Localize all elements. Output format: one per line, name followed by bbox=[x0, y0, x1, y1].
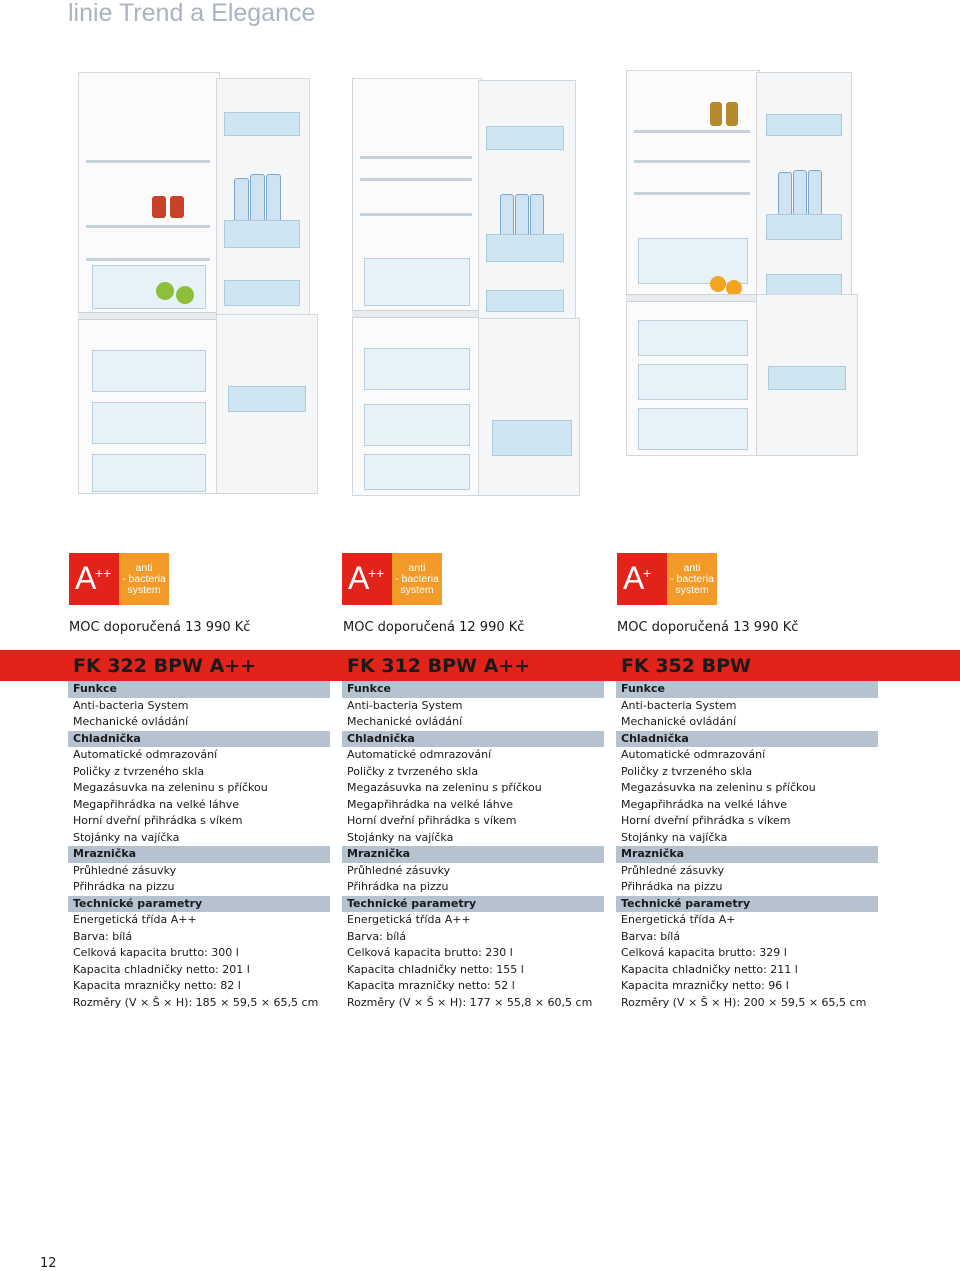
spec-item: Anti-bacteria System bbox=[347, 698, 463, 712]
price-1: MOC doporučená 13 990 Kč bbox=[69, 620, 251, 635]
spec-item: Barva: bílá bbox=[347, 929, 407, 943]
fridge-image-1 bbox=[78, 60, 318, 500]
spec-list bbox=[342, 681, 604, 1011]
spec-item: Megazásuvka na zeleninu s příčkou bbox=[621, 781, 816, 794]
spec-item: Poličky z tvrzeného skla bbox=[347, 764, 479, 778]
spec-item: Kapacita mrazničky netto: 52 l bbox=[347, 979, 515, 992]
spec-item: Anti-bacteria System bbox=[621, 698, 737, 712]
fridge-image-2 bbox=[352, 68, 584, 500]
spec-section-heading: Funkce bbox=[342, 681, 604, 698]
spec-item: Barva: bílá bbox=[73, 929, 133, 943]
anti-bacteria-label: anti - bacteria system bbox=[667, 553, 717, 605]
spec-item: Kapacita chladničky netto: 201 l bbox=[73, 962, 250, 976]
spec-item: Barva: bílá bbox=[621, 929, 681, 943]
spec-section-heading: Technické parametry bbox=[342, 896, 604, 913]
spec-item: Horní dveřní přihrádka s víkem bbox=[621, 814, 791, 827]
anti-bacteria-label: anti - bacteria system bbox=[392, 553, 442, 605]
spec-item: Automatické odmrazování bbox=[621, 748, 766, 761]
spec-item: Horní dveřní přihrádka s víkem bbox=[73, 814, 243, 827]
spec-item: Průhledné zásuvky bbox=[621, 863, 725, 877]
spec-item: Poličky z tvrzeného skla bbox=[621, 764, 753, 778]
page-header: linie Trend a Elegance bbox=[68, 0, 316, 27]
spec-item: Stojánky na vajíčka bbox=[73, 830, 180, 844]
spec-section-heading: Funkce bbox=[616, 681, 878, 698]
spec-section-heading: Chladnička bbox=[342, 731, 604, 748]
spec-section-heading: Mraznička bbox=[342, 846, 604, 863]
spec-item: Energetická třída A+ bbox=[621, 913, 736, 926]
spec-column-3 bbox=[616, 650, 878, 1011]
spec-item: Anti-bacteria System bbox=[73, 698, 189, 712]
energy-class-label: A ++ bbox=[342, 553, 392, 605]
product-title: FK 312 BPW A++ bbox=[347, 655, 531, 677]
fridge-image-3 bbox=[626, 58, 858, 458]
energy-class-label: A + bbox=[617, 553, 667, 605]
spec-item: Megapřihrádka na velké láhve bbox=[73, 797, 240, 811]
spec-section-heading: Funkce bbox=[68, 681, 330, 698]
spec-section-heading: Chladnička bbox=[616, 731, 878, 748]
anti-bacteria-label: anti - bacteria system bbox=[119, 553, 169, 605]
spec-item: Megapřihrádka na velké láhve bbox=[347, 797, 514, 811]
spec-item: Kapacita chladničky netto: 211 l bbox=[621, 962, 798, 976]
spec-list bbox=[616, 681, 878, 1011]
spec-item: Horní dveřní přihrádka s víkem bbox=[347, 814, 517, 827]
energy-badge-1 bbox=[69, 553, 169, 605]
energy-badge-3 bbox=[617, 553, 717, 605]
spec-column-1 bbox=[68, 650, 330, 1011]
energy-class-label: A ++ bbox=[69, 553, 119, 605]
product-title: FK 322 BPW A++ bbox=[73, 655, 257, 677]
spec-item: Rozměry (V × Š × H): 185 × 59,5 × 65,5 cm bbox=[73, 995, 319, 1009]
energy-badge-2 bbox=[342, 553, 442, 605]
spec-section-heading: Chladnička bbox=[68, 731, 330, 748]
spec-item: Kapacita mrazničky netto: 96 l bbox=[621, 979, 789, 992]
spec-item: Rozměry (V × Š × H): 177 × 55,8 × 60,5 cm bbox=[347, 995, 593, 1009]
spec-item: Celková kapacita brutto: 300 l bbox=[73, 946, 239, 959]
spec-item: Automatické odmrazování bbox=[73, 748, 218, 761]
spec-item: Celková kapacita brutto: 329 l bbox=[621, 946, 787, 959]
spec-section-heading: Technické parametry bbox=[68, 896, 330, 913]
spec-item: Automatické odmrazování bbox=[347, 748, 492, 761]
spec-item: Energetická třída A++ bbox=[347, 913, 471, 926]
spec-item: Kapacita chladničky netto: 155 l bbox=[347, 962, 524, 976]
spec-item: Poličky z tvrzeného skla bbox=[73, 764, 205, 778]
spec-column-2 bbox=[342, 650, 604, 1011]
spec-section-heading: Technické parametry bbox=[616, 896, 878, 913]
spec-section-heading: Mraznička bbox=[68, 846, 330, 863]
spec-item: Megazásuvka na zeleninu s příčkou bbox=[347, 781, 542, 794]
spec-item: Megazásuvka na zeleninu s příčkou bbox=[73, 781, 268, 794]
page-number: 12 bbox=[40, 1256, 57, 1271]
spec-item: Průhledné zásuvky bbox=[347, 863, 451, 877]
spec-item: Mechanické ovládání bbox=[73, 715, 189, 728]
spec-list bbox=[68, 681, 330, 1011]
spec-item: Přihrádka na pizzu bbox=[347, 880, 449, 893]
spec-item: Přihrádka na pizzu bbox=[73, 880, 175, 893]
spec-item: Mechanické ovládání bbox=[347, 715, 463, 728]
product-title: FK 352 BPW bbox=[621, 655, 751, 677]
spec-item: Celková kapacita brutto: 230 l bbox=[347, 946, 513, 959]
spec-item: Megapřihrádka na velké láhve bbox=[621, 797, 788, 811]
spec-item: Stojánky na vajíčka bbox=[347, 830, 454, 844]
spec-item: Stojánky na vajíčka bbox=[621, 830, 728, 844]
spec-section-heading: Mraznička bbox=[616, 846, 878, 863]
spec-item: Energetická třída A++ bbox=[73, 913, 197, 926]
spec-item: Kapacita mrazničky netto: 82 l bbox=[73, 979, 241, 992]
spec-item: Průhledné zásuvky bbox=[73, 863, 177, 877]
spec-item: Mechanické ovládání bbox=[621, 715, 737, 728]
spec-item: Přihrádka na pizzu bbox=[621, 880, 723, 893]
price-2: MOC doporučená 12 990 Kč bbox=[343, 620, 525, 635]
price-3: MOC doporučená 13 990 Kč bbox=[617, 620, 799, 635]
spec-item: Rozměry (V × Š × H): 200 × 59,5 × 65,5 cm bbox=[621, 995, 867, 1009]
